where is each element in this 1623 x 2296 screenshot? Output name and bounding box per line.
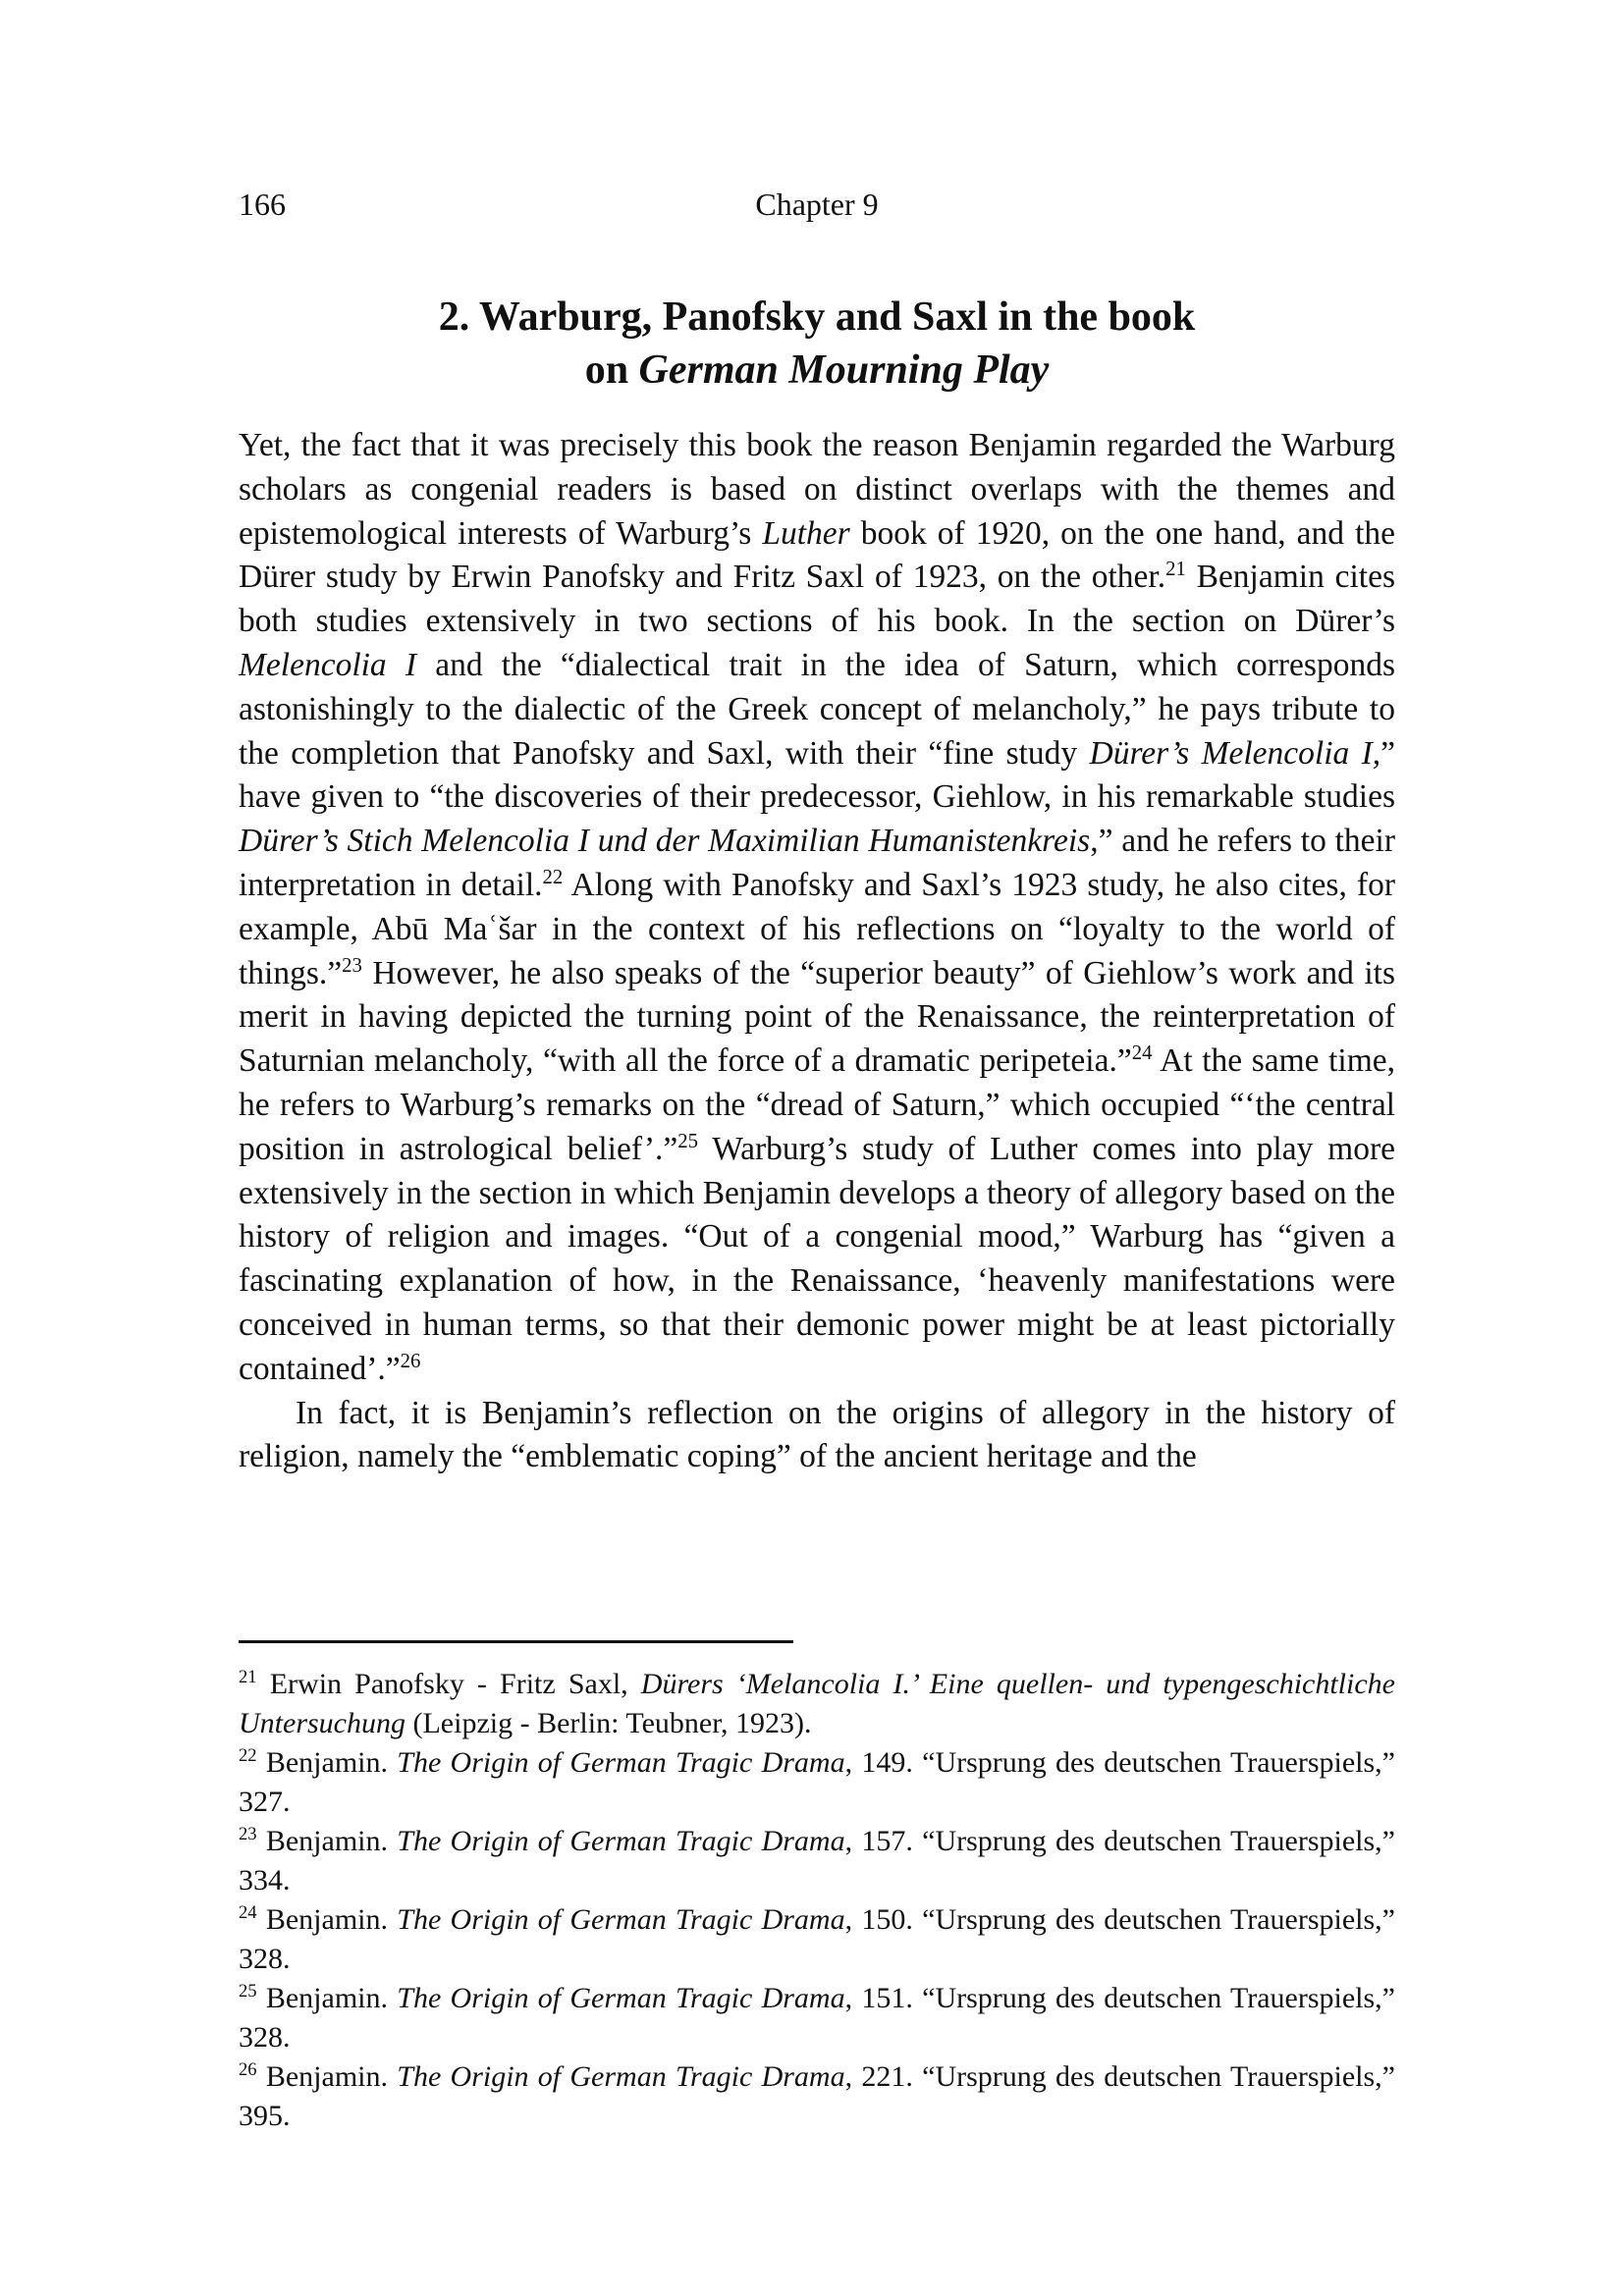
footnote-text: , 157. “Ursprung des deutschen Trauerspiels,” 334. (239, 1825, 1395, 1896)
paragraph-1-text-2: book of 1920, on the one hand, and the Dürer study by Erwin Panofsky and Fritz Saxl of 1923, on the other. (239, 514, 1395, 596)
paragraph-1-text-7: Along with Panofsky and Saxl’s 1923 study, he also cites, for example, Abū Maʿšar in the context of his reflections on “loyalty to the world of things.” (239, 866, 1395, 991)
paragraph-1 (239, 424, 1395, 1392)
footnote-text: Benjamin. (256, 1746, 398, 1779)
italic-luther: Luther (762, 514, 850, 552)
paragraph-1-text-9: At the same time, he refers to Warburg’s remarks on the “dread of Saturn,” which occupied “‘the central position in astrological belief’.” (239, 1042, 1396, 1167)
footnote-title: The Origin of German Tragic Drama (397, 1982, 845, 2014)
footnotes (239, 1665, 1395, 2136)
section-heading-prefix: on (584, 347, 639, 393)
chapter-label: Chapter 9 (755, 187, 879, 222)
footnote-22 (239, 1743, 1395, 1822)
footnote-text: , 149. “Ursprung des deutschen Trauerspiels,” 327. (239, 1746, 1395, 1818)
body-text (239, 424, 1395, 1479)
footnote-text: , 151. “Ursprung des deutschen Trauerspiels,” 328. (239, 1982, 1395, 2054)
footnote-21 (239, 1665, 1395, 1743)
paragraph-1-text-4: and the “dialectical trait in the idea of Saturn, which corresponds astonishingly to the dialectic of the Greek concept of melancholy,” he pays tribute to the completion that Panofsky and Saxl, with their “fine study (239, 646, 1396, 772)
paragraph-1-text-3: Benjamin cites both studies extensively in two sections of his book. In the section on Dürer’s (239, 559, 1395, 640)
footnote-text: Benjamin. (256, 1825, 398, 1857)
footnote-ref-26[interactable]: 26 (400, 1349, 421, 1372)
paragraph-2: In fact, it is Benjamin’s reflection on the origins of allegory in the history of religion, namely the “emblematic coping” of the ancient heritage and the (239, 1394, 1395, 1475)
footnote-text: Erwin Panofsky - Fritz Saxl, (256, 1668, 641, 1700)
footnote-number: 24 (239, 1902, 257, 1923)
footnote-ref-24[interactable]: 24 (1131, 1041, 1153, 1064)
footnote-text: Benjamin. (256, 2060, 398, 2093)
footnote-number: 23 (239, 1824, 257, 1844)
footnote-title: The Origin of German Tragic Drama (397, 2060, 845, 2093)
italic-melencolia: Melencolia I (239, 646, 417, 683)
footnote-24 (239, 1900, 1395, 1979)
paragraph-1-text-6: ,” and he refers to their interpretation in detail. (239, 823, 1396, 903)
footnote-title: The Origin of German Tragic Drama (397, 1825, 845, 1857)
footnote-number: 25 (239, 1981, 257, 2002)
footnote-text: , 150. “Ursprung des deutschen Trauerspiels,” 328. (239, 1903, 1395, 1975)
paragraph-1-text-8: However, he also speaks of the “superior beauty” of Giehlow’s work and its merit in having depicted the turning point of the Renaissance, the reinterpretation of Saturnian melancholy, “with all the force of a dramatic peripeteia.” (239, 954, 1395, 1080)
footnote-ref-22[interactable]: 22 (542, 865, 564, 888)
footnote-text: (Leipzig - Berlin: Teubner, 1923). (405, 1707, 812, 1739)
footnote-number: 21 (239, 1667, 257, 1687)
book-title-italic: German Mourning Play (638, 347, 1050, 393)
footnote-divider (239, 1640, 793, 1643)
footnote-text: Benjamin. (256, 1903, 398, 1936)
footnote-title: The Origin of German Tragic Drama (397, 1903, 845, 1936)
footnote-25 (239, 1979, 1395, 2057)
footnote-ref-23[interactable]: 23 (342, 953, 362, 977)
paragraph-1-text-10: Warburg’s study of Luther comes into play more extensively in the section in which Benjamin develops a theory of allegory based on the history of religion and images. “Out of a congenial mood,” Warburg has “given a fascinating explanation of how, in the Renaissance, ‘heavenly manifestations were conceived in human terms, so that their demonic power might be at least pictorially contained’.” (239, 1130, 1395, 1387)
footnote-text: , 221. “Ursprung des deutschen Trauerspiels,” 395. (239, 2060, 1395, 2132)
running-head (239, 183, 1395, 226)
footnote-text: Benjamin. (256, 1982, 398, 2014)
section-heading-line-1: 2. Warburg, Panofsky and Saxl in the book (438, 294, 1196, 340)
paragraph-1-text-5: ” have given to “the discoveries of their predecessor, Giehlow, in his remarkable studies (239, 734, 1395, 816)
footnote-23 (239, 1822, 1395, 1900)
footnote-ref-25[interactable]: 25 (677, 1129, 698, 1152)
footnote-number: 22 (239, 1745, 257, 1766)
footnote-ref-21[interactable]: 21 (1165, 558, 1186, 581)
footnote-title: The Origin of German Tragic Drama (397, 1746, 845, 1779)
footnote-26 (239, 2057, 1395, 2136)
section-heading (239, 291, 1395, 397)
section-heading-line-2 (239, 344, 1395, 397)
italic-durers-melencolia: Dürer’s Melencolia I, (1089, 734, 1381, 772)
italic-durers-stich: Dürer’s Stich Melencolia I und der Maximilian Humanistenkreis (239, 823, 1091, 860)
paragraph-1-text-1: Yet, the fact that it was precisely this book the reason Benjamin regarded the Warburg scholars as congenial readers is based on distinct overlaps with the themes and epistemological interests of Warburg’s (239, 427, 1395, 552)
page-number: 166 (239, 187, 286, 222)
footnote-title: Dürers ‘Melancolia I.’ Eine quellen- und typengeschichtliche Untersuchung (239, 1668, 1395, 1739)
footnote-number: 26 (239, 2059, 257, 2080)
